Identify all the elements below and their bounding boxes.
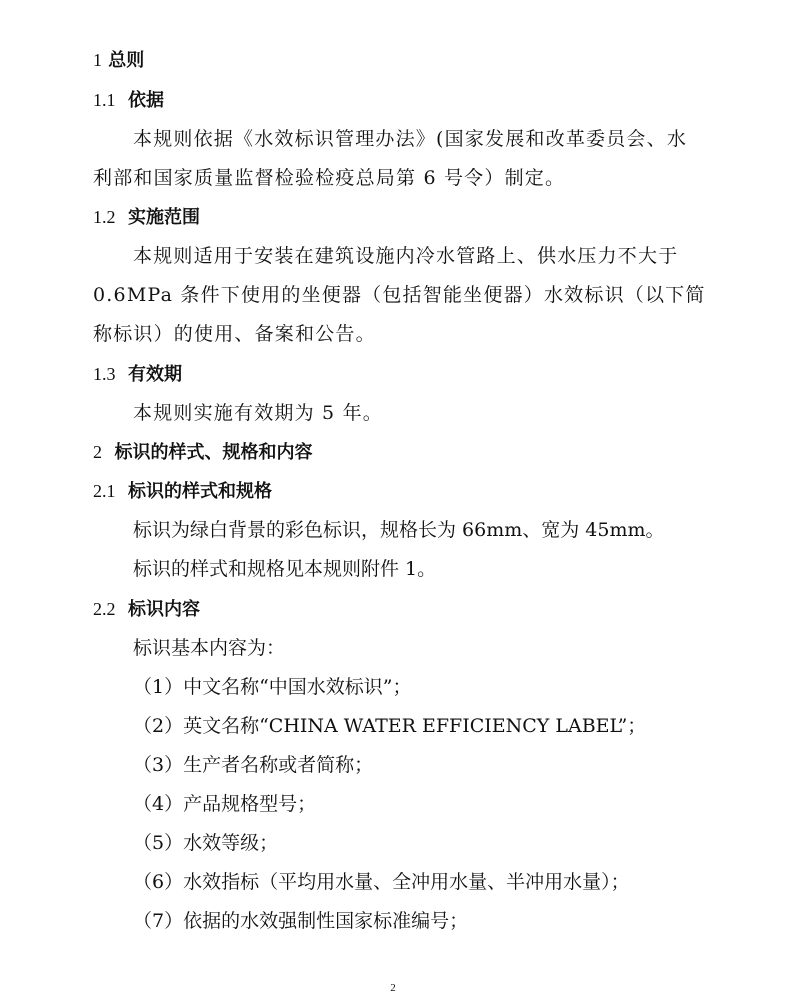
section-number: 1.2 [93,207,116,227]
section-title: 有效期 [128,364,183,385]
section-number: 1 [93,50,102,70]
section-title: 实施范围 [128,207,201,228]
section-number: 2.1 [93,481,116,501]
section-1-2-heading [93,205,786,230]
list-item: （3）生产者名称或者简称； [133,754,374,776]
section-title: 标识内容 [128,599,201,620]
paragraph-line: 0.6MPa 条件下使用的坐便器（包括智能坐便器）水效标识（以下简 [93,284,706,306]
list-item: （2）英文名称“CHINA WATER EFFICIENCY LABEL”； [133,715,647,737]
paragraph-line: 标识基本内容为： [133,637,286,659]
section-number: 1.1 [93,90,116,110]
paragraph-line: 利部和国家质量监督检验检疫总局第 6 号令）制定。 [93,167,566,189]
paragraph-line: 本规则依据《水效标识管理办法》(国家发展和改革委员会、水 [133,128,688,150]
section-title: 标识的样式、规格和内容 [114,442,313,463]
section-title: 总则 [108,50,145,71]
section-2-2-heading [93,597,786,622]
section-number: 2 [93,442,102,462]
list-item: （6）水效指标（平均用水量、全冲用水量、半冲用水量）； [133,871,630,893]
paragraph-line: 本规则适用于安装在建筑设施内冷水管路上、供水压力不大于 [133,245,679,267]
section-title: 依据 [128,90,165,111]
section-2-1-heading [93,479,786,504]
section-1-3-heading [93,362,786,387]
paragraph-line: 标识为绿白背景的彩色标识，规格长为 66mm、宽为 45mm。 [133,519,665,541]
section-title: 标识的样式和规格 [128,481,273,502]
section-1-1-heading [93,88,786,113]
section-number: 2.2 [93,599,116,619]
list-item: （1）中文名称“中国水效标识”； [133,676,412,698]
paragraph-line: 本规则实施有效期为 5 年。 [133,402,383,424]
section-1-heading [93,48,786,73]
section-2-heading [93,440,786,465]
list-item: （7）依据的水效强制性国家标准编号； [133,910,469,932]
page-number: 2 [390,982,396,994]
list-item: （4）产品规格型号； [133,793,317,815]
paragraph-line: 称标识）的使用、备案和公告。 [93,323,376,345]
list-item: （5）水效等级； [133,832,279,854]
section-number: 1.3 [93,364,116,384]
paragraph-line: 标识的样式和规格见本规则附件 1。 [133,558,437,580]
